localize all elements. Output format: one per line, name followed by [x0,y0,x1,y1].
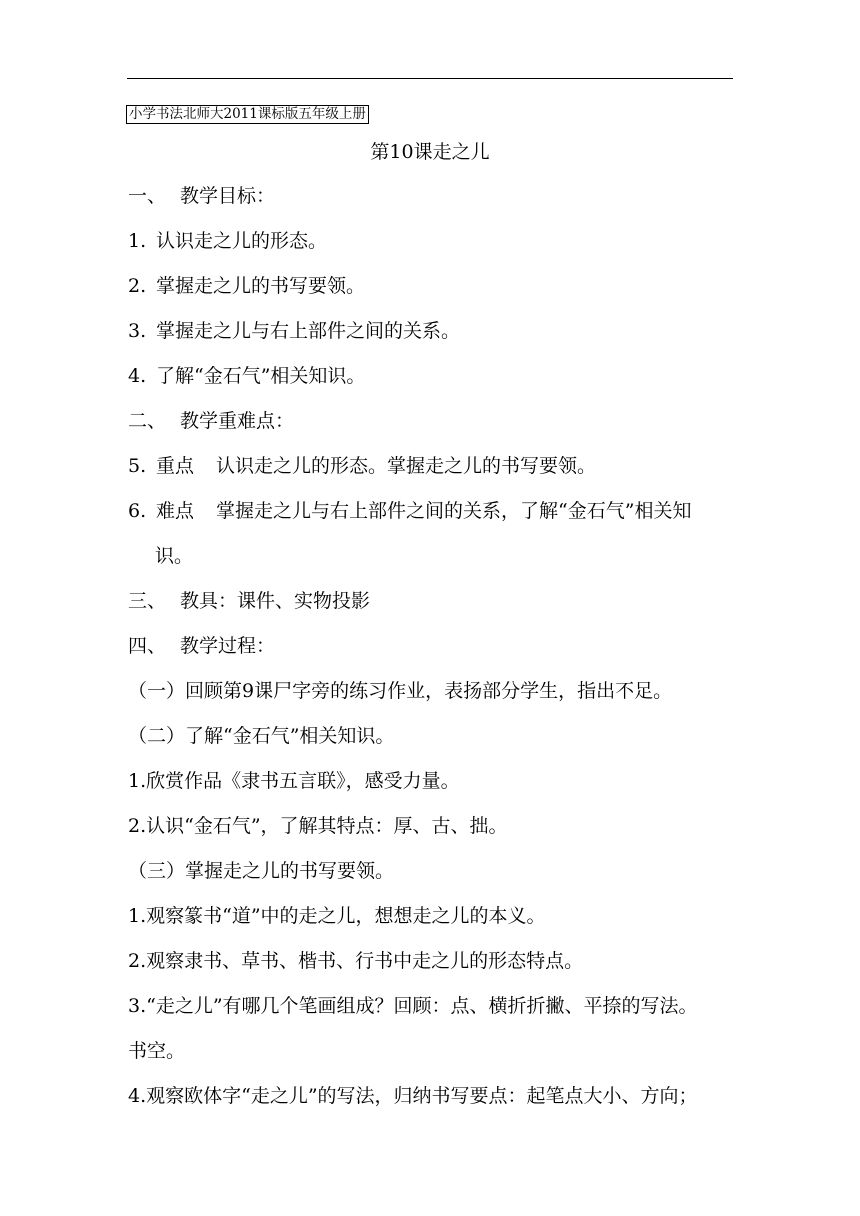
item-text: 掌握走之儿与右上部件之间的关系，了解“金石气”相关知 [216,500,692,522]
process-step: （一）回顾第9课尸字旁的练习作业，表扬部分学生，指出不足。 [128,680,673,702]
item-term: 难点 [156,500,195,522]
section-objectives [128,183,275,209]
item-number: 5. [128,455,147,477]
header-tag: 小学书法北师大2011课标版五年级上册 [126,105,369,124]
objective-item [128,363,365,389]
section-label: 教具：课件、实物投影 [180,590,371,612]
item-number: 4. [128,365,147,387]
key-point-item [128,498,691,524]
section-number: 三、 [128,590,167,612]
section-label: 教学目标： [180,185,276,207]
section-tools [128,588,370,614]
objective-item [128,318,460,344]
section-number: 二、 [128,410,167,432]
item-text: 认识走之儿的形态。掌握走之儿的书写要领。 [216,455,597,477]
process-step: 书空。 [128,1040,186,1062]
section-number: 四、 [128,635,167,657]
section-key-points [128,408,294,434]
item-number: 3. [128,320,147,342]
process-step: 1.欣赏作品《隶书五言联》，感受力量。 [128,770,460,792]
lesson-title: 第10课走之儿 [370,141,490,163]
section-number: 一、 [128,185,167,207]
item-number: 6. [128,500,147,522]
process-step: 2.认识“金石气”，了解其特点：厚、古、拙。 [128,815,508,837]
process-step: 2.观察隶书、草书、楷书、行书中走之儿的形态特点。 [128,950,584,972]
section-process [128,633,275,659]
item-text: 认识走之儿的形态。 [156,230,328,252]
process-step: （二）了解“金石气”相关知识。 [128,725,395,747]
item-text: 掌握走之儿的书写要领。 [156,275,366,297]
header-rule [127,78,733,79]
objective-item [128,228,327,254]
key-point-continuation: 识。 [155,545,194,567]
item-term: 重点 [156,455,195,477]
process-step: （三）掌握走之儿的书写要领。 [128,860,395,882]
section-label: 教学过程： [180,635,276,657]
process-step: 3.“走之儿”有哪几个笔画组成？回顾：点、横折折撇、平捺的写法。 [128,995,698,1017]
item-number: 2. [128,275,147,297]
section-label: 教学重难点： [180,410,295,432]
objective-item [128,273,365,299]
process-step: 4.观察欧体字“走之儿”的写法，归纳书写要点：起笔点大小、方向； [128,1085,698,1107]
process-step: 1.观察篆书“道”中的走之儿，想想走之儿的本义。 [128,905,546,927]
item-number: 1. [128,230,147,252]
item-text: 了解“金石气”相关知识。 [156,365,366,387]
key-point-item [128,453,596,479]
item-text: 掌握走之儿与右上部件之间的关系。 [156,320,461,342]
